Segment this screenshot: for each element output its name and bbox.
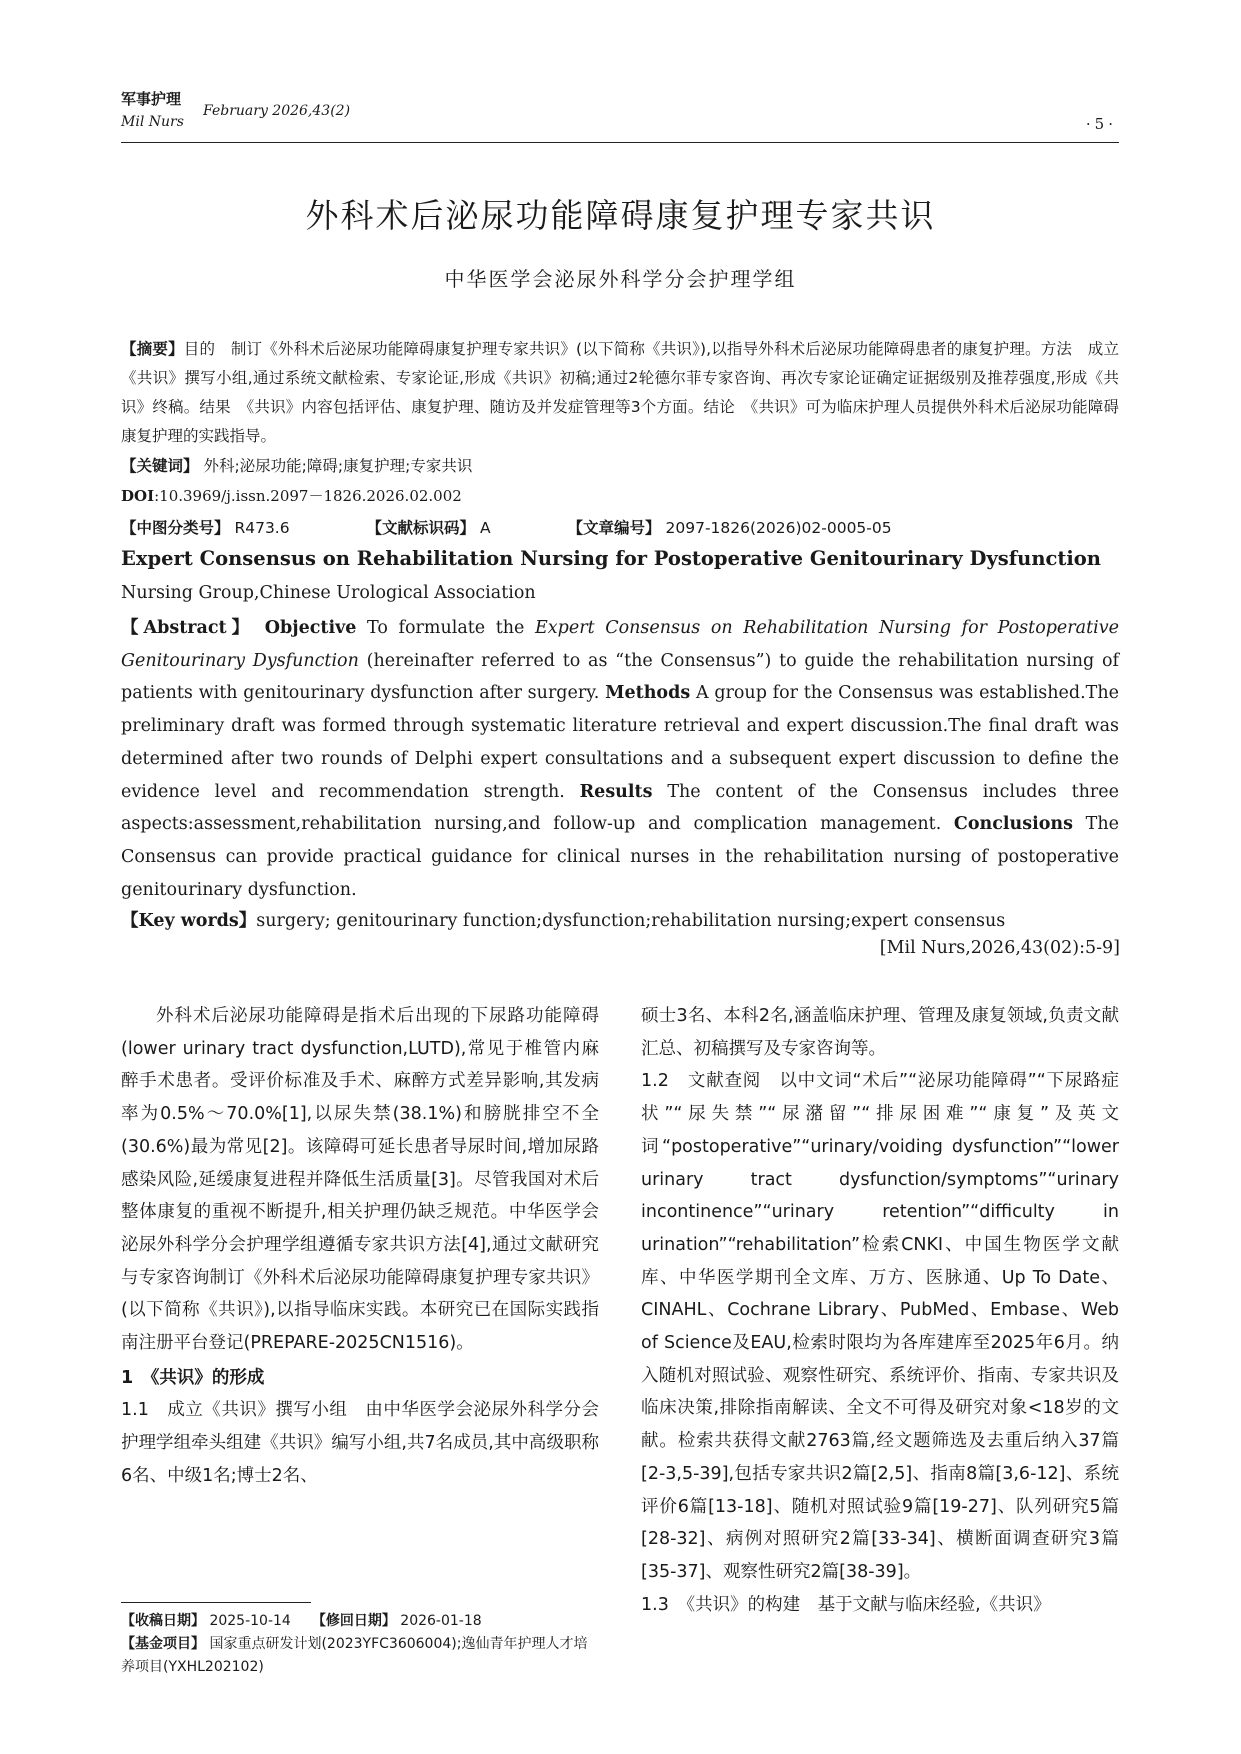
en-title: Expert Consensus on Rehabilitation Nursing for Postoperative Genitourinary Dysfunction [121,547,1101,570]
received-label: 【收稿日期】 [121,1613,205,1629]
en-methods-label: Methods [605,683,691,704]
clc-value: R473.6 [234,519,290,537]
article-author: 中华医学会泌尿外科学分会护理学组 [444,267,797,291]
article-number-label: 【文章编号】 [567,519,661,537]
citation: [Mil Nurs,2026,43(02):5-9] [879,938,1120,958]
clc-label: 【中图分类号】 [121,519,230,537]
en-author: Nursing Group,Chinese Urological Association [121,583,536,603]
cn-abstract-text: 目的 制订《外科术后泌尿功能障碍康复护理专家共识》(以下简称《共识》),以指导外科术后泌尿功能障碍患者的康复护理。方法 成立《共识》撰写小组,通过系统文献检索、专家论证,形成《共识》初稿;通过2轮德尔菲专家咨询、再次专家论证确定证据级别及推荐强度,形成《共识》终稿。结果 《共识》内容包括评估、康复护理、随访及并发症管理等3个方面。结论 《共识》可为临床护理人员提供外科术后泌尿功能障碍康复护理的实践指导。 [121,340,1119,445]
article-number-value: 2097-1826(2026)02-0005-05 [665,519,892,537]
cn-keywords-text: 外科;泌尿功能;障碍;康复护理;专家共识 [203,457,473,475]
body-left-column [121,1000,599,1493]
section-1-1-continued: 硕士3名、本科2名,涵盖临床护理、管理及康复领域,负责文献汇总、初稿撰写及专家咨询等。 [641,1006,1119,1059]
revised-label: 【修回日期】 [318,1613,396,1629]
en-keywords-text: surgery; genitourinary function;dysfunction;rehabilitation nursing;expert consensus [256,911,1006,931]
footnote [121,1610,599,1679]
journal-name-cn: 军事护理 [121,90,182,108]
cn-abstract [121,335,1119,451]
en-abstract-label: 【Abstract】 [121,618,255,638]
fund-text: 国家重点研发计划(2023YFC3606004);逸仙青年护理人才培养项目(YXHL202102) [121,1636,588,1675]
en-keywords-label: 【Key words】 [121,911,257,931]
issue-info: February 2026,43(2) [203,103,351,119]
en-objective-italic: Expert Consensus on Rehabilitation Nursing for Postoperative Genitourinary Dysfunction [121,618,1119,671]
doi-line [121,485,462,506]
doc-code-label: 【文献标识码】 [366,519,476,537]
article-title: 外科术后泌尿功能障碍康复护理专家共识 [305,196,936,235]
footnote-rule [121,1602,311,1603]
received-date: 2025-10-14 [209,1613,291,1629]
cn-abstract-label: 【摘要】 [121,340,184,358]
page-number: ·5· [1085,115,1117,133]
cn-keywords [121,454,472,476]
en-abstract [121,612,1119,906]
en-objective-label: Objective [264,618,357,638]
section-1-3-paragraph: 1.3 《共识》的构建 基于文献与临床经验,《共识》 [641,1594,1051,1615]
journal-name-en: Mil Nurs [121,114,184,130]
section-1-2-paragraph: 1.2 文献查阅 以中文词“术后”“泌尿功能障碍”“下尿路症状”“尿失禁”“尿潴留”“排尿困难”“康复”及英文词“postoperative”“urinary/voiding dysfunction”“lower urinary tract dysfunction/symptoms”“urinary incontinence”“urinary retention”“difficulty in urination”“rehabilitation”检索CNKI、中国生物医学文献库、中华医学期刊全文库、万方、医脉通、Up To Date、CINAHL、Cochrane Library、PubMed、Embase、Web of Science及EAU,检索时限均为各库建库至2025年6月。纳入随机对照试验、观察性研究、系统评价、指南、专家共识及临床决策,排除指南解读、全文不可得及研究对象<18岁的文献。检索共获得文献2763篇,经文题筛选及去重后纳入37篇[2-3,5-39],包括专家共识2篇[2,5]、指南8篇[3,6-12]、系统评价6篇[13-18]、随机对照试验9篇[19-27]、队列研究5篇[28-32]、病例对照研究2篇[33-34]、横断面调查研究3篇[35-37]、观察性研究2篇[38-39]。 [641,1071,1119,1582]
en-conclusions-text: The Consensus can provide practical guidance for clinical nurses in the rehabilitation nursing of postoperative genitourinary dysfunction. [121,814,1119,900]
en-keywords [121,907,1005,932]
en-results-text: The content of the Consensus includes three aspects:assessment,rehabilitation nursing,and follow-up and complication management. [121,781,1119,835]
en-results-label: Results [579,781,653,802]
section-1-heading: 1 《共识》的形成 [121,1367,265,1388]
cn-keywords-label: 【关键词】 [121,457,199,475]
en-objective-post: (hereinafter referred to as “the Consensus”) to guide the rehabilitation nursing of patients with genitourinary dysfunction after surgery. [121,650,1119,704]
doc-code-value: A [480,519,491,537]
doi-label: DOI [121,487,155,505]
en-methods-text: A group for the Consensus was established.The preliminary draft was formed through systematic literature retrieval and expert discussion.The final draft was determined after two rounds of Delphi expert consultations and a subsequent expert discussion to define the evidence level and recommendation strength. [121,683,1119,802]
header-rule [121,142,1119,143]
en-conclusions-label: Conclusions [953,814,1074,835]
intro-paragraph: 外科术后泌尿功能障碍是指术后出现的下尿路功能障碍(lower urinary tract dysfunction,LUTD),常见于椎管内麻醉手术患者。受评价标准及手术、麻醉方式差异影响,其发病率为0.5%～70.0%[1],以尿失禁(38.1%)和膀胱排空不全(30.6%)最为常见[2]。该障碍可延长患者导尿时间,增加尿路感染风险,延缓康复进程并降低生活质量[3]。尽管我国对术后整体康复的重视不断提升,相关护理仍缺乏规范。中华医学会泌尿外科学分会护理学组遵循专家共识方法[4],通过文献研究与专家咨询制订《外科术后泌尿功能障碍康复护理专家共识》(以下简称《共识》),以指导临床实践。本研究已在国际实践指南注册平台登记(PREPARE-2025CN1516)。 [121,1006,599,1354]
revised-date: 2026-01-18 [400,1613,482,1629]
section-1-1-paragraph: 1.1 成立《共识》撰写小组 由中华医学会泌尿外科学分会护理学组牵头组建《共识》编写小组,共7名成员,其中高级职称6名、中级1名;博士2名、 [121,1400,599,1486]
doi-value: :10.3969/j.issn.2097－1826.2026.02.002 [154,487,462,505]
fund-label: 【基金项目】 [121,1636,205,1652]
en-objective-pre: To formulate the [367,618,525,638]
body-right-column [641,1000,1119,1621]
classification-line [121,516,964,538]
